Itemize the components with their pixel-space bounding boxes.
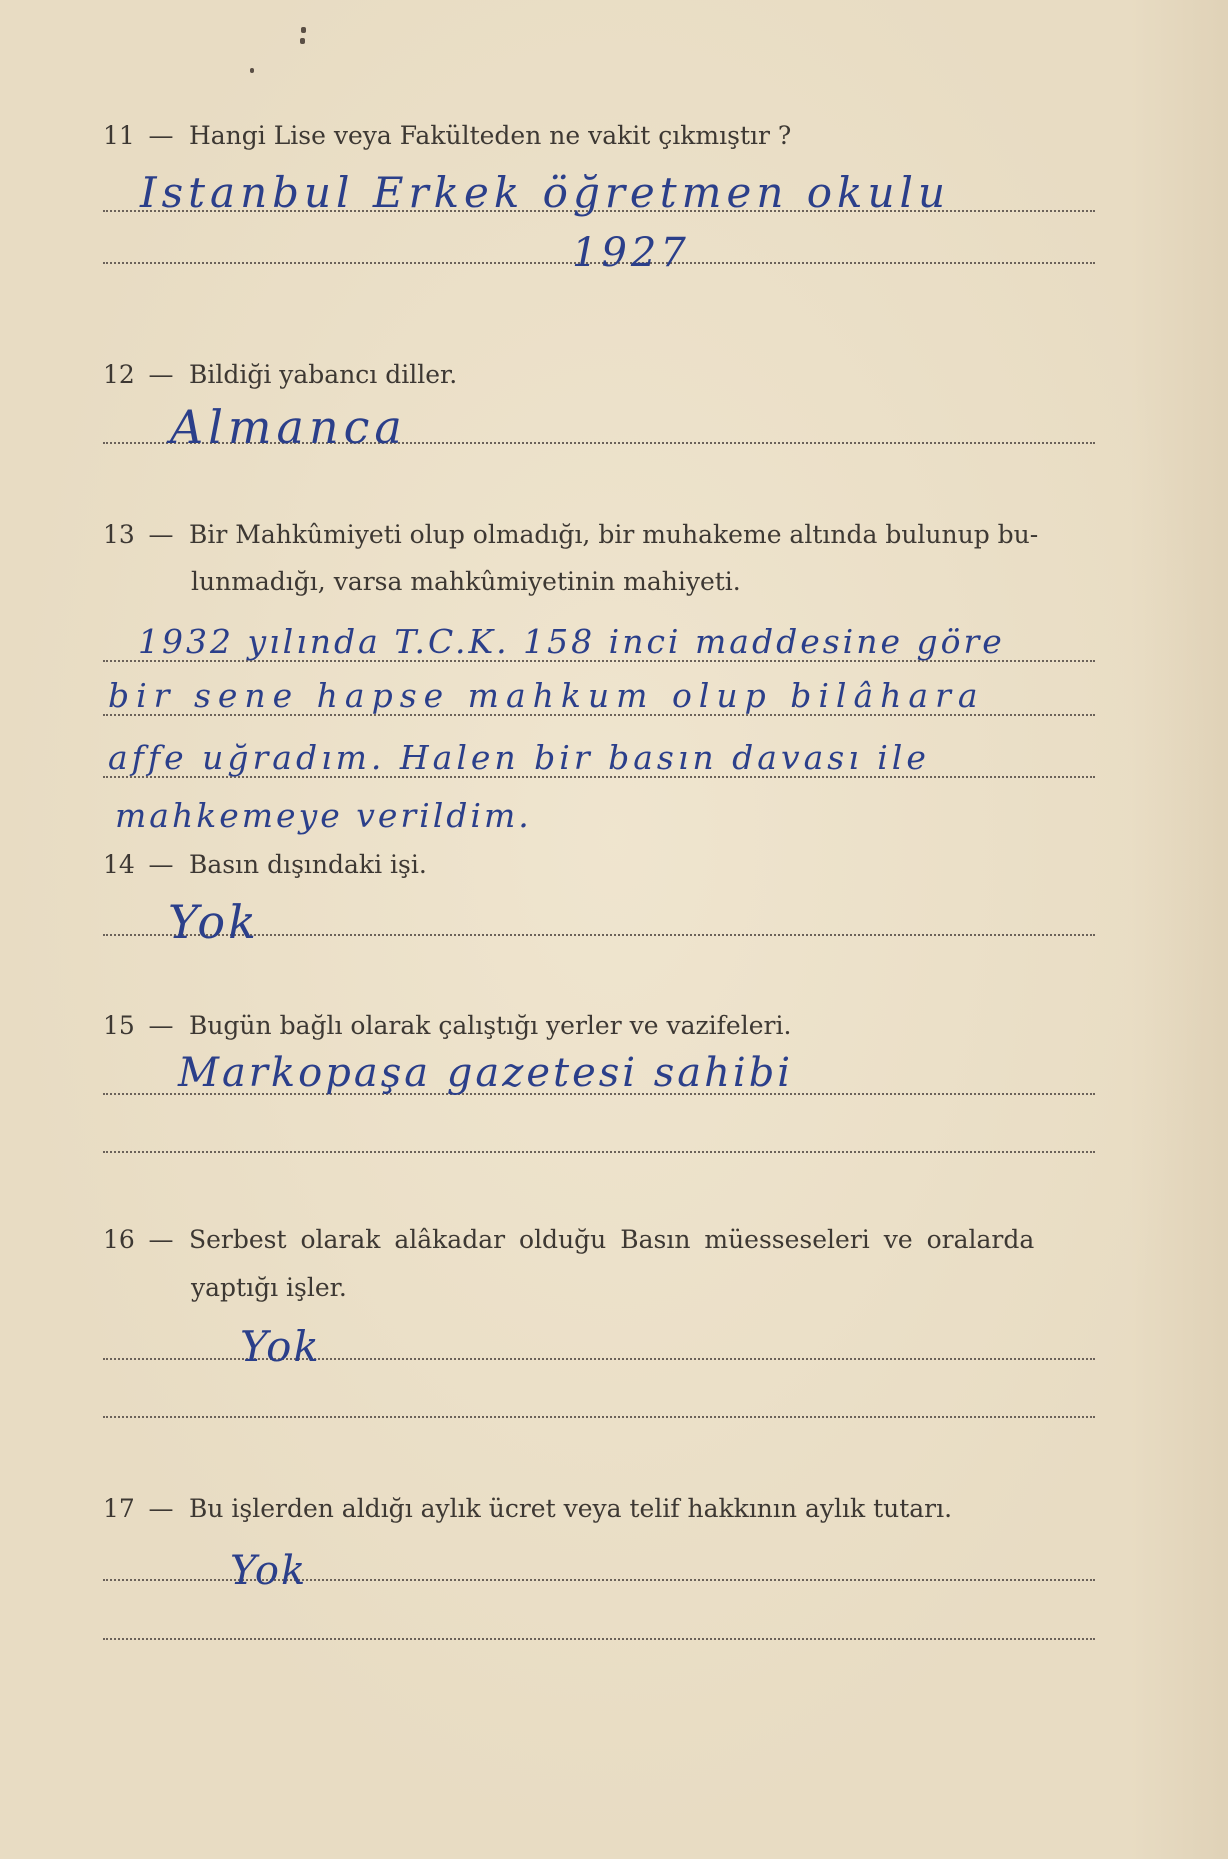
question-number: 14 — [103, 850, 135, 879]
question-number: 13 — [103, 520, 135, 549]
question-13 — [103, 511, 1038, 558]
question-number: 16 — [103, 1225, 135, 1254]
question-12 — [103, 351, 457, 398]
question-text: Bildiği yabancı diller. — [188, 360, 458, 389]
answer-line — [103, 1416, 1095, 1418]
ink-speck — [301, 27, 306, 33]
question-13-continuation — [191, 558, 741, 605]
question-text: Bir Mahkûmiyeti olup olmadığı, bir muhakeme altında bulunup bu- — [188, 520, 1039, 549]
answer-12: Almanca — [170, 400, 407, 454]
question-11 — [103, 112, 791, 159]
question-text: yaptığı işler. — [191, 1273, 347, 1302]
question-text: lunmadığı, varsa mahkûmiyetinin mahiyeti. — [191, 567, 741, 596]
question-text: Bugün bağlı olarak çalıştığı yerler ve vazifeleri. — [188, 1011, 792, 1040]
dash: — — [148, 121, 174, 150]
question-number: 17 — [103, 1494, 135, 1523]
dash: — — [148, 1011, 174, 1040]
question-17 — [103, 1485, 952, 1532]
answer-13-line-2: bir sene hapse mahkum olup bilâhara — [108, 676, 985, 715]
dash: — — [148, 1225, 174, 1254]
question-number: 15 — [103, 1011, 135, 1040]
answer-16: Yok — [240, 1322, 321, 1371]
answer-15: Markopaşa gazetesi sahibi — [178, 1050, 794, 1096]
answer-11-line-2: 1927 — [572, 230, 690, 276]
answer-13-line-3: affe uğradım. Halen bir basın davası ile — [108, 738, 930, 777]
question-16 — [103, 1216, 1099, 1263]
ink-speck — [250, 68, 254, 73]
dash: — — [148, 850, 174, 879]
question-text: Serbest olarak alâkadar olduğu Basın müesseseleri ve oralarda — [188, 1225, 1035, 1254]
answer-13-line-1: 1932 yılında T.C.K. 158 inci maddesine göre — [138, 622, 1005, 661]
question-15 — [103, 1002, 791, 1049]
ink-speck — [300, 38, 305, 44]
question-text: Hangi Lise veya Fakülteden ne vakit çıkmıştır ? — [188, 121, 792, 150]
dash: — — [148, 360, 174, 389]
dash: — — [148, 1494, 174, 1523]
question-number: 11 — [103, 121, 135, 150]
answer-17: Yok — [230, 1548, 308, 1594]
answer-11-line-1: Istanbul Erkek öğretmen okulu — [140, 168, 951, 217]
answer-line — [103, 1638, 1095, 1640]
question-text: Bu işlerden aldığı aylık ücret veya telif hakkının aylık tutarı. — [188, 1494, 953, 1523]
question-14 — [103, 841, 427, 888]
answer-14: Yok — [168, 895, 259, 949]
answer-line — [103, 1151, 1095, 1153]
question-16-continuation — [191, 1264, 347, 1311]
question-text: Basın dışındaki işi. — [188, 850, 427, 879]
question-number: 12 — [103, 360, 135, 389]
answer-13-line-4: mahkemeye verildim. — [115, 796, 532, 835]
dash: — — [148, 520, 174, 549]
